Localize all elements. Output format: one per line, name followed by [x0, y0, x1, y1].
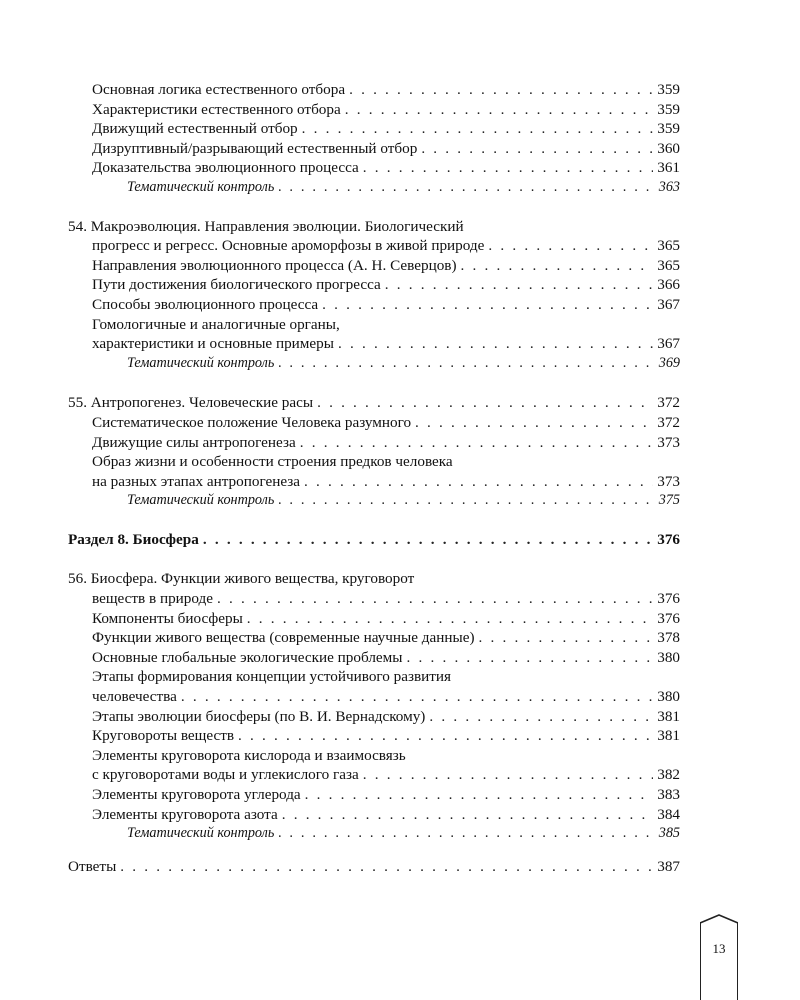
- dot-leader: [429, 707, 653, 727]
- toc-entry-title: Гомологичные и аналогичные органы,: [92, 315, 340, 333]
- toc-entry: [68, 275, 680, 295]
- toc-entry-control: [68, 354, 680, 374]
- toc-section-r8: [68, 530, 680, 550]
- toc-entry-title: Характеристики естественного отбора: [92, 100, 341, 118]
- toc-entry: [68, 119, 680, 139]
- dot-leader: [181, 687, 653, 707]
- toc-entry-page: 376: [657, 590, 680, 608]
- dot-leader: [479, 628, 654, 648]
- toc-entry-page: 384: [657, 805, 680, 823]
- page-number-tab: [700, 922, 738, 1000]
- toc-entry-title: Круговороты веществ: [92, 727, 235, 745]
- dot-leader: [305, 785, 654, 805]
- toc-entry-page: 367: [657, 335, 680, 353]
- dot-leader: [317, 393, 653, 413]
- toc-entry-page: 385: [658, 825, 680, 842]
- toc-entry-control: [68, 178, 680, 198]
- toc-entry: [68, 530, 680, 550]
- toc-section-s53: [68, 80, 680, 198]
- toc-entry: [68, 256, 680, 276]
- toc-entry: [68, 100, 680, 120]
- dot-leader: [282, 805, 654, 825]
- section-spacer: [68, 198, 680, 217]
- toc-entry-title: Основная логика естественного отбора: [92, 81, 346, 98]
- toc-entry-title: Образ жизни и особенности строения предков человека: [92, 453, 453, 471]
- dot-leader: [349, 80, 653, 100]
- dot-leader: [278, 491, 654, 511]
- toc-entry: [68, 393, 680, 413]
- toc-entry: [68, 80, 680, 100]
- toc-entry-title: Систематическое положение Человека разумного: [92, 413, 412, 431]
- toc-entry: [68, 707, 680, 727]
- section-spacer: [68, 511, 680, 530]
- toc-entry-title: Тематический контроль: [127, 825, 275, 842]
- dot-leader: [461, 256, 654, 276]
- toc-section-s56: [68, 569, 680, 843]
- toc-entry-title: человечества: [92, 688, 177, 706]
- dot-leader: [238, 726, 653, 746]
- toc-entry-title: Движущий естественный отбор: [92, 120, 298, 138]
- dot-leader: [203, 530, 653, 550]
- toc-entry: [68, 648, 680, 668]
- toc-entry-title: 54. Макроэволюция. Направления эволюции. Биологический: [68, 217, 464, 235]
- toc-entry-title: Пути достижения биологического прогресса: [92, 276, 381, 294]
- table-of-contents: [68, 80, 680, 876]
- page-number: 13: [712, 941, 726, 956]
- toc-entry-page: 359: [657, 120, 680, 138]
- dot-leader: [278, 178, 654, 198]
- toc-entry: [68, 433, 680, 453]
- dot-leader: [278, 354, 654, 374]
- toc-entry-title: на разных этапах антропогенеза: [92, 472, 301, 490]
- dot-leader: [488, 236, 653, 256]
- dot-leader: [363, 765, 654, 785]
- toc-entry: [68, 857, 680, 877]
- dot-leader: [322, 295, 653, 315]
- toc-entry-page: 382: [657, 766, 680, 784]
- toc-entry-page: 376: [657, 530, 680, 548]
- dot-leader: [415, 413, 653, 433]
- toc-entry-title: Тематический контроль: [127, 178, 275, 195]
- toc-entry-title: Дизруптивный/разрывающий естественный отбор: [92, 139, 418, 157]
- toc-section-answers: [68, 857, 680, 877]
- toc-entry: [68, 569, 680, 589]
- toc-entry-page: 373: [657, 433, 680, 451]
- dot-leader: [421, 139, 653, 159]
- toc-entry-page: 381: [657, 727, 680, 745]
- toc-entry-page: 372: [657, 394, 680, 412]
- toc-entry: [68, 334, 680, 354]
- toc-entry: [68, 472, 680, 492]
- toc-entry: [68, 217, 680, 237]
- toc-entry-title: Этапы эволюции биосферы (по В. И. Вернадскому): [92, 707, 426, 725]
- toc-entry-control: [68, 824, 680, 844]
- dot-leader: [302, 119, 654, 139]
- tab-notch-icon: [700, 913, 738, 925]
- toc-entry-title: Элементы круговорота кислорода и взаимосвязь: [92, 746, 406, 764]
- dot-leader: [338, 334, 653, 354]
- toc-entry-title: Тематический контроль: [127, 492, 275, 509]
- toc-entry-page: 365: [657, 237, 680, 255]
- toc-entry-page: 383: [657, 786, 680, 803]
- section-spacer: [68, 549, 680, 569]
- toc-entry-title: характеристики и основные примеры: [92, 335, 334, 353]
- toc-entry-title: Доказательства эволюционного процесса: [92, 159, 359, 177]
- toc-entry: [68, 589, 680, 609]
- toc-section-s55: [68, 393, 680, 511]
- toc-entry-title: веществ в природе: [92, 590, 214, 608]
- dot-leader: [345, 100, 653, 120]
- toc-entry-page: 372: [657, 413, 680, 431]
- toc-entry: [68, 295, 680, 315]
- dot-leader: [247, 609, 653, 629]
- toc-entry: [68, 139, 680, 159]
- toc-entry: [68, 315, 680, 335]
- toc-entry-title: Ответы: [68, 857, 117, 875]
- toc-entry-title: Раздел 8. Биосфера: [68, 530, 199, 548]
- toc-entry: [68, 236, 680, 256]
- toc-entry-page: 366: [657, 276, 680, 294]
- toc-entry-page: 363: [658, 178, 680, 195]
- toc-entry-title: Элементы круговорота азота: [92, 805, 278, 823]
- toc-entry-page: 380: [657, 648, 680, 666]
- toc-entry-title: Компоненты биосферы: [92, 609, 243, 627]
- dot-leader: [363, 158, 653, 178]
- section-spacer: [68, 373, 680, 393]
- toc-entry-control: [68, 491, 680, 511]
- toc-entry-page: 381: [657, 707, 680, 725]
- dot-leader: [300, 433, 653, 453]
- dot-leader: [217, 589, 653, 609]
- dot-leader: [120, 857, 653, 877]
- toc-entry-page: 387: [657, 857, 680, 875]
- dot-leader: [304, 472, 653, 492]
- toc-entry: [68, 452, 680, 472]
- toc-entry-title: Способы эволюционного процесса: [92, 295, 319, 313]
- toc-entry-page: 359: [657, 100, 680, 118]
- toc-entry-title: 55. Антропогенез. Человеческие расы: [68, 394, 314, 412]
- toc-entry: [68, 413, 680, 433]
- toc-entry-title: Основные глобальные экологические проблемы: [92, 648, 403, 666]
- toc-section-s54: [68, 217, 680, 374]
- toc-entry-title: Направления эволюционного процесса (А. Н. Северцов): [92, 256, 457, 274]
- toc-entry-page: 378: [657, 629, 680, 647]
- toc-entry-page: 369: [658, 354, 680, 371]
- toc-entry-title: с круговоротами воды и углекислого газа: [92, 766, 359, 784]
- section-spacer: [68, 844, 680, 857]
- toc-entry-page: 361: [657, 159, 680, 177]
- toc-entry-page: 365: [657, 256, 680, 274]
- toc-entry-title: Функции живого вещества (современные научные данные): [92, 629, 475, 647]
- dot-leader: [406, 648, 653, 668]
- toc-entry: [68, 158, 680, 178]
- toc-entry-page: 359: [657, 81, 680, 98]
- toc-entry-title: Этапы формирования концепции устойчивого развития: [92, 668, 452, 686]
- dot-leader: [385, 275, 653, 295]
- toc-entry: [68, 609, 680, 629]
- toc-entry-page: 380: [657, 688, 680, 706]
- toc-entry-title: 56. Биосфера. Функции живого вещества, круговорот: [68, 570, 415, 588]
- toc-entry: [68, 667, 680, 687]
- toc-entry-page: 375: [658, 492, 680, 509]
- toc-entry-page: 373: [657, 472, 680, 490]
- toc-entry-page: 367: [657, 295, 680, 313]
- toc-entry-title: Движущие силы антропогенеза: [92, 433, 296, 451]
- toc-entry: [68, 687, 680, 707]
- toc-entry-title: Тематический контроль: [127, 354, 275, 371]
- toc-entry: [68, 765, 680, 785]
- toc-entry-title: прогресс и регресс. Основные ароморфозы в живой природе: [92, 237, 485, 255]
- toc-entry-page: 360: [657, 139, 680, 157]
- toc-entry-title: Элементы круговорота углерода: [92, 786, 301, 803]
- toc-entry: [68, 726, 680, 746]
- toc-entry: [68, 746, 680, 766]
- toc-entry: [68, 628, 680, 648]
- toc-entry-page: 376: [657, 609, 680, 627]
- toc-entry: [68, 785, 680, 805]
- toc-entry: [68, 805, 680, 825]
- dot-leader: [278, 824, 654, 844]
